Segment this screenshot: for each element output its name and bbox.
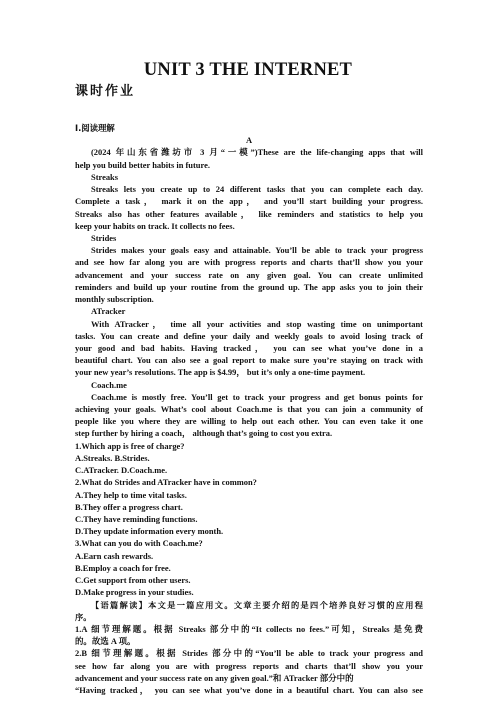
question-stem: 3.What can you do with Coach.me? (75, 538, 203, 549)
paragraph-line: With ATracker， time all your activities and stop wasting time on unimportant (91, 318, 423, 329)
question-stem: 2.What do Strides and ATracker have in common? (75, 477, 257, 488)
explanation-intro: 【语篇解读】本文是一篇应用文。文章主要介绍的是四个培养良好习惯的应用程 (91, 599, 423, 610)
paragraph-line: achieving your goals. What’s cool about Coach.me is that you can join a community of (75, 404, 423, 415)
passage-intro: (2024 年山东省潍坊市 3 月“一模”)These are the life-changing apps that will (91, 147, 423, 158)
passage-intro: help you build better habits in future. (75, 159, 210, 170)
paragraph-line: monthly subscription. (75, 294, 154, 305)
question-option: B.They offer a progress chart. (75, 501, 183, 512)
paragraph-line: reminders and build up your routine from the ground up. The app asks you to join their (75, 281, 423, 292)
paragraph-line: your new year’s resolutions. The app is $4.99， but it’s only a one-time payment. (75, 367, 366, 378)
app-title-atracker: ATracker (91, 306, 126, 317)
paragraph-line: your good and bad habits. Having tracked， you can see what you’ve done in a (75, 342, 423, 353)
reading-section (75, 122, 423, 696)
question-option: C.Get support from other users. (75, 575, 191, 586)
app-title-strides: Strides (91, 232, 117, 243)
paragraph-line: tasks. You can create and define your daily and weekly goals to avoid losing track of (75, 330, 423, 341)
paragraph-line: Streaks lets you create up to 24 different tasks that you can complete each day. (91, 184, 423, 195)
part-label: Ⅰ.阅读理解 (75, 123, 115, 133)
section-heading: 课时作业 (75, 84, 136, 99)
paragraph-line: people like you where they are willing to help out each other. You can even take it one (75, 416, 423, 427)
paragraph-line: beautiful chart. You can also see a goal report to make sure you’re staying on track with (75, 355, 423, 366)
paragraph-line: Coach.me is mostly free. You’ll get to track your progress and get bonus points for (91, 391, 423, 402)
app-title-coachme: Coach.me (91, 379, 127, 390)
paragraph-line: Complete a task， mark it on the app， and you’ll start building your progress. (75, 196, 423, 207)
question-option: B.Employ a coach for free. (75, 562, 171, 573)
question-option: C.They have reminding functions. (75, 514, 198, 524)
question-option: A.They help to time vital tasks. (75, 489, 187, 500)
question-stem: 1.Which app is free of charge? (75, 440, 185, 451)
paragraph-line: keep your habits on track. It collects no fees. (75, 220, 235, 231)
answer-explanation: 的。故选 A 项。 (75, 636, 136, 647)
answer-explanation: 2.B 细节理解题。根据 Strides 部分中的“You’ll be able to track your progress and (75, 648, 423, 659)
explanation-intro: 序。 (75, 611, 92, 622)
answer-explanation: 1.A 细节理解题。根据 Streaks 部分中的“It collects no fees.”可知，Streaks 是免费 (75, 623, 423, 634)
question-options: A.Streaks. B.Strides. (75, 452, 150, 463)
paragraph-line: Strides makes your goals easy and attainable. You’ll be able to track your progress (91, 245, 423, 256)
paragraph-line: Streaks also has other features available， like reminders and statistics to help you (75, 208, 423, 219)
answer-explanation: “Having tracked， you can see what you’ve done in a beautiful chart. You can also see (75, 685, 423, 696)
unit-title: UNIT 3 THE INTERNET (143, 60, 353, 80)
paragraph-line: and see how far along you are with progress reports and charts that’ll show you your (75, 257, 423, 268)
answer-explanation: see how far along you are with progress reports and charts that’ll show you your (75, 660, 423, 671)
question-option: A.Earn cash rewards. (75, 550, 154, 561)
answer-explanation: advancement and your success rate on any given goal.”和 ATracker 部分中的 (75, 672, 354, 683)
question-option: D.Make progress in your studies. (75, 587, 194, 598)
passage-letter: A (245, 135, 253, 146)
question-option: D.They update information every month. (75, 526, 224, 537)
app-title-streaks: Streaks (91, 171, 119, 182)
question-options: C.ATracker. D.Coach.me. (75, 465, 168, 476)
paragraph-line: step further by hiring a coach， although that’s going to cost you extra. (75, 428, 333, 439)
paragraph-line: advancement and your success rate on any given goal. You can create unlimited (75, 269, 423, 280)
